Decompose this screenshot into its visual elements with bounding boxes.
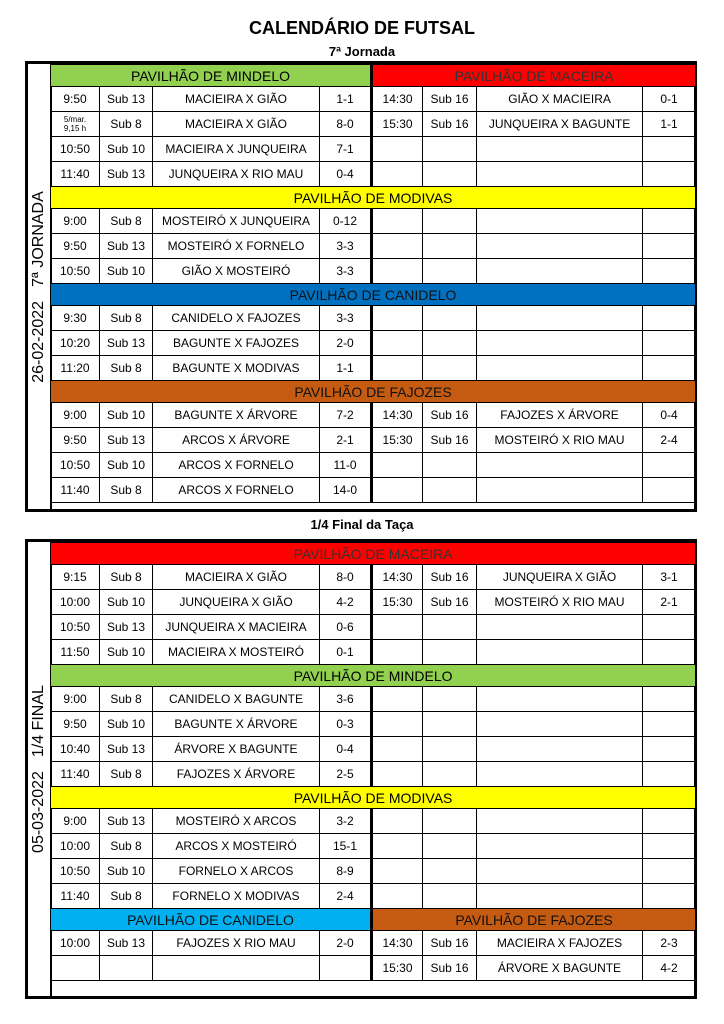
right-match-score xyxy=(643,762,696,787)
left-match-score: 8-9 xyxy=(320,859,372,884)
section2-round: 1/4 FINAL xyxy=(30,685,47,758)
section1-side-label xyxy=(28,64,52,509)
right-match-time xyxy=(372,737,423,762)
right-match-category xyxy=(423,259,477,284)
left-match-time: 10:50 xyxy=(51,859,100,884)
right-match-category xyxy=(423,762,477,787)
right-match-category xyxy=(423,137,477,162)
right-match-category xyxy=(423,737,477,762)
left-match-score: 2-5 xyxy=(320,762,372,787)
left-match-category: Sub 13 xyxy=(100,428,153,453)
left-match-score: 2-0 xyxy=(320,331,372,356)
right-match-category: Sub 16 xyxy=(423,956,477,981)
left-match-time: 11:40 xyxy=(51,884,100,909)
table-row xyxy=(51,209,696,234)
left-match-time: 11:40 xyxy=(51,478,100,503)
table-row xyxy=(51,809,696,834)
right-match-category xyxy=(423,640,477,665)
right-match-time xyxy=(372,640,423,665)
section1-round: 7ª JORNADA xyxy=(30,190,47,287)
right-match-category xyxy=(423,687,477,712)
table-row xyxy=(51,859,696,884)
right-match-score xyxy=(643,640,696,665)
right-match-teams xyxy=(477,712,643,737)
right-match-teams xyxy=(477,737,643,762)
left-match-time: 10:20 xyxy=(51,331,100,356)
left-match-teams: ARCOS X FORNELO xyxy=(153,453,320,478)
left-match-teams: BAGUNTE X ÁRVORE xyxy=(153,712,320,737)
right-match-time xyxy=(372,209,423,234)
left-match-time: 10:50 xyxy=(51,615,100,640)
left-match-teams: FAJOZES X ÁRVORE xyxy=(153,762,320,787)
right-match-category xyxy=(423,478,477,503)
left-match-score: 0-12 xyxy=(320,209,372,234)
venue-canidelo-header-title: PAVILHÃO DE CANIDELO xyxy=(51,284,696,306)
venue-modivas-header-title: PAVILHÃO DE MODIVAS xyxy=(51,787,696,809)
table-row xyxy=(51,478,696,503)
table-row xyxy=(51,884,696,909)
right-match-teams: ÁRVORE X BAGUNTE xyxy=(477,956,643,981)
right-match-category xyxy=(423,306,477,331)
right-match-time: 14:30 xyxy=(372,565,423,590)
left-match-score: 3-6 xyxy=(320,687,372,712)
table-row xyxy=(51,259,696,284)
left-match-score: 1-1 xyxy=(320,87,372,112)
table-row xyxy=(51,331,696,356)
left-match-time: 11:40 xyxy=(51,162,100,187)
right-match-time xyxy=(372,615,423,640)
venue-macieira-header xyxy=(51,543,696,565)
left-match-category: Sub 8 xyxy=(100,478,153,503)
section2-subtitle: 1/4 Final da Taça xyxy=(310,517,414,532)
venue-mindelo-header xyxy=(51,665,696,687)
section1-block xyxy=(25,61,697,512)
section2-block xyxy=(25,539,697,999)
left-match-teams: ÁRVORE X BAGUNTE xyxy=(153,737,320,762)
right-match-teams: FAJOZES X ÁRVORE xyxy=(477,403,643,428)
left-match-category: Sub 10 xyxy=(100,640,153,665)
right-match-time: 14:30 xyxy=(372,403,423,428)
venue-mindelo-header-title: PAVILHÃO DE MINDELO xyxy=(51,665,696,687)
right-match-score xyxy=(643,737,696,762)
left-match-teams: ARCOS X FORNELO xyxy=(153,478,320,503)
right-match-time: 14:30 xyxy=(372,931,423,956)
right-match-score xyxy=(643,687,696,712)
table-row xyxy=(51,356,696,381)
right-match-teams xyxy=(477,762,643,787)
right-match-teams xyxy=(477,478,643,503)
left-match-time: 9:15 xyxy=(51,565,100,590)
left-match-teams: ARCOS X ÁRVORE xyxy=(153,428,320,453)
left-match-score: 2-0 xyxy=(320,931,372,956)
right-match-time xyxy=(372,762,423,787)
left-match-time: 9:50 xyxy=(51,712,100,737)
right-match-time xyxy=(372,453,423,478)
table-row xyxy=(51,956,696,981)
right-match-category xyxy=(423,884,477,909)
left-match-time: 10:00 xyxy=(51,834,100,859)
right-match-time xyxy=(372,234,423,259)
right-match-teams: MACIEIRA X FAJOZES xyxy=(477,931,643,956)
left-match-time: 9:00 xyxy=(51,809,100,834)
left-match-teams: MACIEIRA X GIÃO xyxy=(153,565,320,590)
venue-fajozes-header: PAVILHÃO DE FAJOZES xyxy=(372,909,696,931)
left-match-category: Sub 8 xyxy=(100,834,153,859)
left-match-time: 9:50 xyxy=(51,87,100,112)
table-row xyxy=(51,712,696,737)
right-match-teams xyxy=(477,162,643,187)
left-match-teams: JUNQUEIRA X RIO MAU xyxy=(153,162,320,187)
left-match-score: 14-0 xyxy=(320,478,372,503)
left-match-category: Sub 10 xyxy=(100,590,153,615)
right-match-score xyxy=(643,859,696,884)
right-match-time: 15:30 xyxy=(372,428,423,453)
right-match-teams xyxy=(477,453,643,478)
right-match-score xyxy=(643,162,696,187)
left-match-score: 11-0 xyxy=(320,453,372,478)
left-match-category: Sub 13 xyxy=(100,331,153,356)
right-match-score xyxy=(643,884,696,909)
right-match-teams: MOSTEIRÓ X RIO MAU xyxy=(477,590,643,615)
right-match-category xyxy=(423,162,477,187)
left-match-score: 7-2 xyxy=(320,403,372,428)
left-match-category: Sub 13 xyxy=(100,615,153,640)
left-match-time: 10:50 xyxy=(51,259,100,284)
right-match-score xyxy=(643,234,696,259)
right-match-category xyxy=(423,859,477,884)
table-row xyxy=(51,453,696,478)
right-match-category xyxy=(423,615,477,640)
left-match-category: Sub 13 xyxy=(100,162,153,187)
section1-table xyxy=(50,64,696,503)
left-match-category: Sub 13 xyxy=(100,931,153,956)
venue-modivas-header-title: PAVILHÃO DE MODIVAS xyxy=(51,187,696,209)
section2-table xyxy=(50,542,696,981)
right-match-teams xyxy=(477,209,643,234)
left-match-time: 11:50 xyxy=(51,640,100,665)
left-match-category: Sub 13 xyxy=(100,737,153,762)
table-row xyxy=(51,615,696,640)
left-match-time: 10:00 xyxy=(51,590,100,615)
right-match-teams xyxy=(477,809,643,834)
right-match-time: 15:30 xyxy=(372,956,423,981)
left-match-teams: GIÃO X MOSTEIRÓ xyxy=(153,259,320,284)
right-match-score: 3-1 xyxy=(643,565,696,590)
left-match-teams: MACIEIRA X JUNQUEIRA xyxy=(153,137,320,162)
left-match-teams: BAGUNTE X ÁRVORE xyxy=(153,403,320,428)
left-match-time: 11:40 xyxy=(51,762,100,787)
left-match-score: 15-1 xyxy=(320,834,372,859)
right-match-category: Sub 16 xyxy=(423,565,477,590)
left-match-score: 0-3 xyxy=(320,712,372,737)
left-match-category: Sub 8 xyxy=(100,884,153,909)
right-match-score xyxy=(643,478,696,503)
right-match-category: Sub 16 xyxy=(423,931,477,956)
table-row xyxy=(51,428,696,453)
right-match-category xyxy=(423,209,477,234)
right-match-score xyxy=(643,809,696,834)
left-match-time: 10:00 xyxy=(51,931,100,956)
right-match-score xyxy=(643,834,696,859)
left-match-score: 8-0 xyxy=(320,112,372,137)
right-match-time xyxy=(372,859,423,884)
venue-header-row xyxy=(51,65,696,87)
right-match-category: Sub 16 xyxy=(423,590,477,615)
left-match-teams: BAGUNTE X MODIVAS xyxy=(153,356,320,381)
right-match-time: 14:30 xyxy=(372,87,423,112)
right-match-score xyxy=(643,137,696,162)
left-match-time: 9:30 xyxy=(51,306,100,331)
left-match-score: 0-6 xyxy=(320,615,372,640)
table-row xyxy=(51,112,696,137)
left-match-score: 2-1 xyxy=(320,428,372,453)
right-match-time xyxy=(372,331,423,356)
left-match-teams: FORNELO X MODIVAS xyxy=(153,884,320,909)
left-match-score: 8-0 xyxy=(320,565,372,590)
page-title: CALENDÁRIO DE FUTSAL xyxy=(249,18,475,38)
left-match-teams: CANIDELO X FAJOZES xyxy=(153,306,320,331)
right-match-teams xyxy=(477,331,643,356)
right-match-time xyxy=(372,162,423,187)
right-match-teams xyxy=(477,137,643,162)
table-row xyxy=(51,137,696,162)
left-match-score: 3-3 xyxy=(320,234,372,259)
left-match-score: 0-4 xyxy=(320,162,372,187)
right-match-score xyxy=(643,259,696,284)
left-match-teams: BAGUNTE X FAJOZES xyxy=(153,331,320,356)
right-match-time xyxy=(372,478,423,503)
right-match-score xyxy=(643,306,696,331)
right-match-time xyxy=(372,712,423,737)
right-match-score: 1-1 xyxy=(643,112,696,137)
right-match-category xyxy=(423,834,477,859)
section1-subtitle: 7ª Jornada xyxy=(328,44,396,59)
table-row xyxy=(51,306,696,331)
venue-fajozes-header xyxy=(51,381,696,403)
left-match-category: Sub 8 xyxy=(100,565,153,590)
table-row xyxy=(51,162,696,187)
left-match-score: 0-4 xyxy=(320,737,372,762)
left-match-time: 9:00 xyxy=(51,403,100,428)
left-match-teams: MOSTEIRÓ X ARCOS xyxy=(153,809,320,834)
left-match-category: Sub 13 xyxy=(100,809,153,834)
right-match-teams: GIÃO X MACIEIRA xyxy=(477,87,643,112)
right-match-score: 0-4 xyxy=(643,403,696,428)
right-match-score: 2-1 xyxy=(643,590,696,615)
left-match-score xyxy=(320,956,372,981)
table-row xyxy=(51,762,696,787)
left-match-category: Sub 10 xyxy=(100,453,153,478)
table-row xyxy=(51,737,696,762)
right-match-category xyxy=(423,331,477,356)
table-row xyxy=(51,87,696,112)
right-match-teams xyxy=(477,615,643,640)
right-match-score xyxy=(643,712,696,737)
left-match-teams: MACIEIRA X MOSTEIRÓ xyxy=(153,640,320,665)
left-match-time: 10:50 xyxy=(51,453,100,478)
left-match-category: Sub 8 xyxy=(100,209,153,234)
venue-macieira-header: PAVILHÃO DE MACEIRA xyxy=(372,65,696,87)
venue-mindelo-header: PAVILHÃO DE MINDELO xyxy=(51,65,372,87)
right-match-teams xyxy=(477,306,643,331)
right-match-teams xyxy=(477,687,643,712)
right-match-category xyxy=(423,712,477,737)
right-match-score: 0-1 xyxy=(643,87,696,112)
venue-macieira-header-title: PAVILHÃO DE MACEIRA xyxy=(51,543,696,565)
venue-modivas-header xyxy=(51,187,696,209)
venue-fajozes-header-title: PAVILHÃO DE FAJOZES xyxy=(51,381,696,403)
right-match-teams: JUNQUEIRA X GIÃO xyxy=(477,565,643,590)
left-match-time: 9:50 xyxy=(51,428,100,453)
right-match-category: Sub 16 xyxy=(423,112,477,137)
right-match-score: 4-2 xyxy=(643,956,696,981)
right-match-teams xyxy=(477,884,643,909)
right-match-score xyxy=(643,331,696,356)
right-match-time: 15:30 xyxy=(372,590,423,615)
section1-date: 26-02-2022 xyxy=(30,300,47,383)
right-match-score xyxy=(643,615,696,640)
table-row xyxy=(51,687,696,712)
right-match-teams xyxy=(477,356,643,381)
right-match-category xyxy=(423,453,477,478)
left-match-score: 3-3 xyxy=(320,259,372,284)
right-match-teams xyxy=(477,234,643,259)
left-match-category xyxy=(100,956,153,981)
right-match-teams xyxy=(477,259,643,284)
left-match-time: 10:50 xyxy=(51,137,100,162)
left-match-score: 7-1 xyxy=(320,137,372,162)
left-match-teams xyxy=(153,956,320,981)
left-match-teams: CANIDELO X BAGUNTE xyxy=(153,687,320,712)
right-match-category xyxy=(423,234,477,259)
left-match-teams: FORNELO X ARCOS xyxy=(153,859,320,884)
left-match-teams: ARCOS X MOSTEIRÓ xyxy=(153,834,320,859)
left-match-category: Sub 8 xyxy=(100,356,153,381)
left-match-category: Sub 13 xyxy=(100,234,153,259)
right-match-teams: JUNQUEIRA X BAGUNTE xyxy=(477,112,643,137)
left-match-teams: MOSTEIRÓ X FORNELO xyxy=(153,234,320,259)
right-match-teams xyxy=(477,834,643,859)
venue-header-row xyxy=(51,909,696,931)
left-match-score: 1-1 xyxy=(320,356,372,381)
section2-date: 05-03-2022 xyxy=(30,771,47,853)
left-match-time: 9:00 xyxy=(51,687,100,712)
right-match-time xyxy=(372,834,423,859)
left-match-category: Sub 10 xyxy=(100,137,153,162)
left-match-category: Sub 10 xyxy=(100,859,153,884)
left-match-category: Sub 8 xyxy=(100,306,153,331)
left-match-score: 4-2 xyxy=(320,590,372,615)
table-row xyxy=(51,590,696,615)
right-match-time xyxy=(372,259,423,284)
right-match-time xyxy=(372,306,423,331)
right-match-score xyxy=(643,356,696,381)
right-match-time xyxy=(372,809,423,834)
right-match-time xyxy=(372,356,423,381)
left-match-time: 9:50 xyxy=(51,234,100,259)
left-match-teams: JUNQUEIRA X GIÃO xyxy=(153,590,320,615)
left-match-score: 3-2 xyxy=(320,809,372,834)
left-match-time: 11:20 xyxy=(51,356,100,381)
left-match-category: Sub 10 xyxy=(100,259,153,284)
left-match-time: 10:40 xyxy=(51,737,100,762)
right-match-time xyxy=(372,137,423,162)
right-match-category: Sub 16 xyxy=(423,428,477,453)
table-row xyxy=(51,234,696,259)
right-match-time: 15:30 xyxy=(372,112,423,137)
left-match-category: Sub 8 xyxy=(100,762,153,787)
table-row xyxy=(51,565,696,590)
venue-canidelo-header xyxy=(51,284,696,306)
right-match-teams xyxy=(477,640,643,665)
left-match-score: 0-1 xyxy=(320,640,372,665)
left-match-score: 2-4 xyxy=(320,884,372,909)
right-match-score xyxy=(643,453,696,478)
right-match-score: 2-3 xyxy=(643,931,696,956)
right-match-teams xyxy=(477,859,643,884)
table-row xyxy=(51,640,696,665)
left-match-category: Sub 8 xyxy=(100,112,153,137)
left-match-teams: FAJOZES X RIO MAU xyxy=(153,931,320,956)
venue-canidelo-header: PAVILHÃO DE CANIDELO xyxy=(51,909,372,931)
right-match-score xyxy=(643,209,696,234)
right-match-category xyxy=(423,356,477,381)
table-row xyxy=(51,403,696,428)
left-match-teams: JUNQUEIRA X MACIEIRA xyxy=(153,615,320,640)
left-match-time: 9:00 xyxy=(51,209,100,234)
table-row xyxy=(51,931,696,956)
table-row xyxy=(51,834,696,859)
right-match-category xyxy=(423,809,477,834)
left-match-score: 3-3 xyxy=(320,306,372,331)
left-match-teams: MACIEIRA X GIÃO xyxy=(153,112,320,137)
left-match-time xyxy=(51,956,100,981)
section2-side-label xyxy=(28,542,52,996)
right-match-teams: MOSTEIRÓ X RIO MAU xyxy=(477,428,643,453)
right-match-time xyxy=(372,884,423,909)
right-match-category: Sub 16 xyxy=(423,403,477,428)
left-match-category: Sub 13 xyxy=(100,87,153,112)
left-match-time: 5/mar. 9,15 h xyxy=(51,112,100,137)
venue-modivas-header xyxy=(51,787,696,809)
left-match-category: Sub 10 xyxy=(100,712,153,737)
left-match-category: Sub 10 xyxy=(100,403,153,428)
left-match-teams: MOSTEIRÓ X JUNQUEIRA xyxy=(153,209,320,234)
left-match-category: Sub 8 xyxy=(100,687,153,712)
right-match-time xyxy=(372,687,423,712)
right-match-category: Sub 16 xyxy=(423,87,477,112)
left-match-teams: MACIEIRA X GIÃO xyxy=(153,87,320,112)
right-match-score: 2-4 xyxy=(643,428,696,453)
